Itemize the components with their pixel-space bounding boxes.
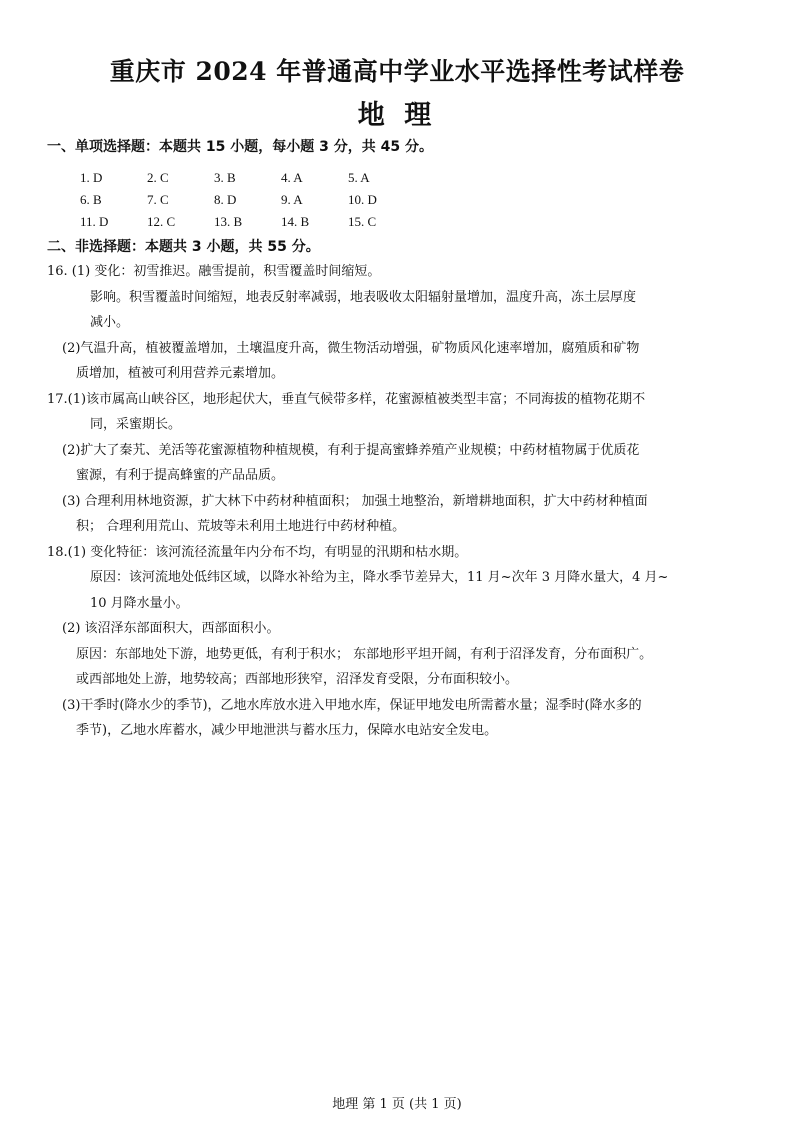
answer-text-line: 原因：该河流地处低纬区域，以降水补给为主，降水季节差异大，11 月~次年 3 月降水量大，4 月~	[90, 570, 669, 585]
answer-text-line: (3) 合理利用林地资源，扩大林下中药材种植面积； 加强土地整治，新增耕地面积，扩大中药材种植面	[62, 494, 648, 509]
exam-title: 重庆市 2024 年普通高中学业水平选择性考试样卷	[109, 57, 685, 86]
answer-text-line: 季节)，乙地水库蓄水，减少甲地泄洪与蓄水压力，保障水电站安全发电。	[76, 723, 498, 738]
answer-item: 1. D	[80, 170, 103, 185]
answer-text-line: 减小。	[90, 315, 130, 330]
answer-grid	[80, 170, 415, 236]
answer-row	[80, 170, 415, 192]
answer-text-line: 10 月降水量小。	[90, 596, 189, 611]
answer-item: 6. B	[80, 192, 102, 207]
answer-item: 9. A	[281, 192, 303, 207]
answer-item: 14. B	[281, 214, 310, 229]
section2-heading: 二、非选择题：本题共 3 小题，共 55 分。	[47, 239, 320, 255]
answer-text-line: 17.(1)该市属高山峡谷区，地形起伏大，垂直气候带多样，花蜜源植被类型丰富；不同海拔的植物花期不	[47, 392, 646, 407]
answer-text-line: 16. (1) 变化：初雪推迟。融雪提前，积雪覆盖时间缩短。	[47, 264, 381, 279]
answer-item: 2. C	[147, 170, 169, 185]
answer-item: 10. D	[348, 192, 377, 207]
answer-text-line: 同，采蜜期长。	[90, 417, 182, 432]
answer-text-line: (3)干季时(降水少的季节)，乙地水库放水进入甲地水库，保证甲地发电所需蓄水量；湿季时(降水多的	[62, 698, 642, 713]
page-footer: 地理 第 1 页 (共 1 页)	[332, 1097, 462, 1112]
answer-text-line: (2) 该沼泽东部面积大，西部面积小。	[62, 621, 280, 636]
answer-row	[80, 192, 415, 214]
answer-item: 8. D	[214, 192, 237, 207]
section1-heading: 一、单项选择题：本题共 15 小题，每小题 3 分，共 45 分。	[47, 139, 433, 155]
answer-row	[80, 214, 415, 236]
answer-text-line: 积； 合理利用荒山、荒坡等未利用土地进行中药材种植。	[76, 519, 406, 534]
answer-item: 11. D	[80, 214, 109, 229]
answer-item: 12. C	[147, 214, 176, 229]
answer-text-line: 影响。积雪覆盖时间缩短，地表反射率减弱，地表吸收太阳辐射量增加，温度升高，冻土层厚度	[90, 290, 637, 305]
answer-text-line: 原因：东部地处下游，地势更低，有利于积水； 东部地形平坦开阔，有利于沼泽发育，分布面积广。	[76, 647, 653, 662]
answer-text-line: 质增加，植被可利用营养元素增加。	[76, 366, 285, 381]
answer-text-line: 蜜源，有利于提高蜂蜜的产品品质。	[76, 468, 285, 483]
answer-item: 4. A	[281, 170, 303, 185]
answer-item: 3. B	[214, 170, 236, 185]
answer-item: 15. C	[348, 214, 377, 229]
answer-item: 7. C	[147, 192, 169, 207]
answer-item: 5. A	[348, 170, 370, 185]
answer-text-line: 或西部地处上游，地势较高；西部地形狭窄，沼泽发育受限，分布面积较小。	[76, 672, 519, 687]
answer-text-line: 18.(1) 变化特征：该河流径流量年内分布不均，有明显的汛期和枯水期。	[47, 545, 468, 560]
subject-title: 地 理	[357, 100, 437, 131]
answer-item: 13. B	[214, 214, 243, 229]
answer-text-line: (2)气温升高，植被覆盖增加，土壤温度升高，微生物活动增强，矿物质风化速率增加，腐殖质和矿物	[62, 341, 640, 356]
answer-text-line: (2)扩大了秦艽、羌活等花蜜源植物种植规模，有利于提高蜜蜂养殖产业规模；中药材植物属于优质花	[62, 443, 640, 458]
